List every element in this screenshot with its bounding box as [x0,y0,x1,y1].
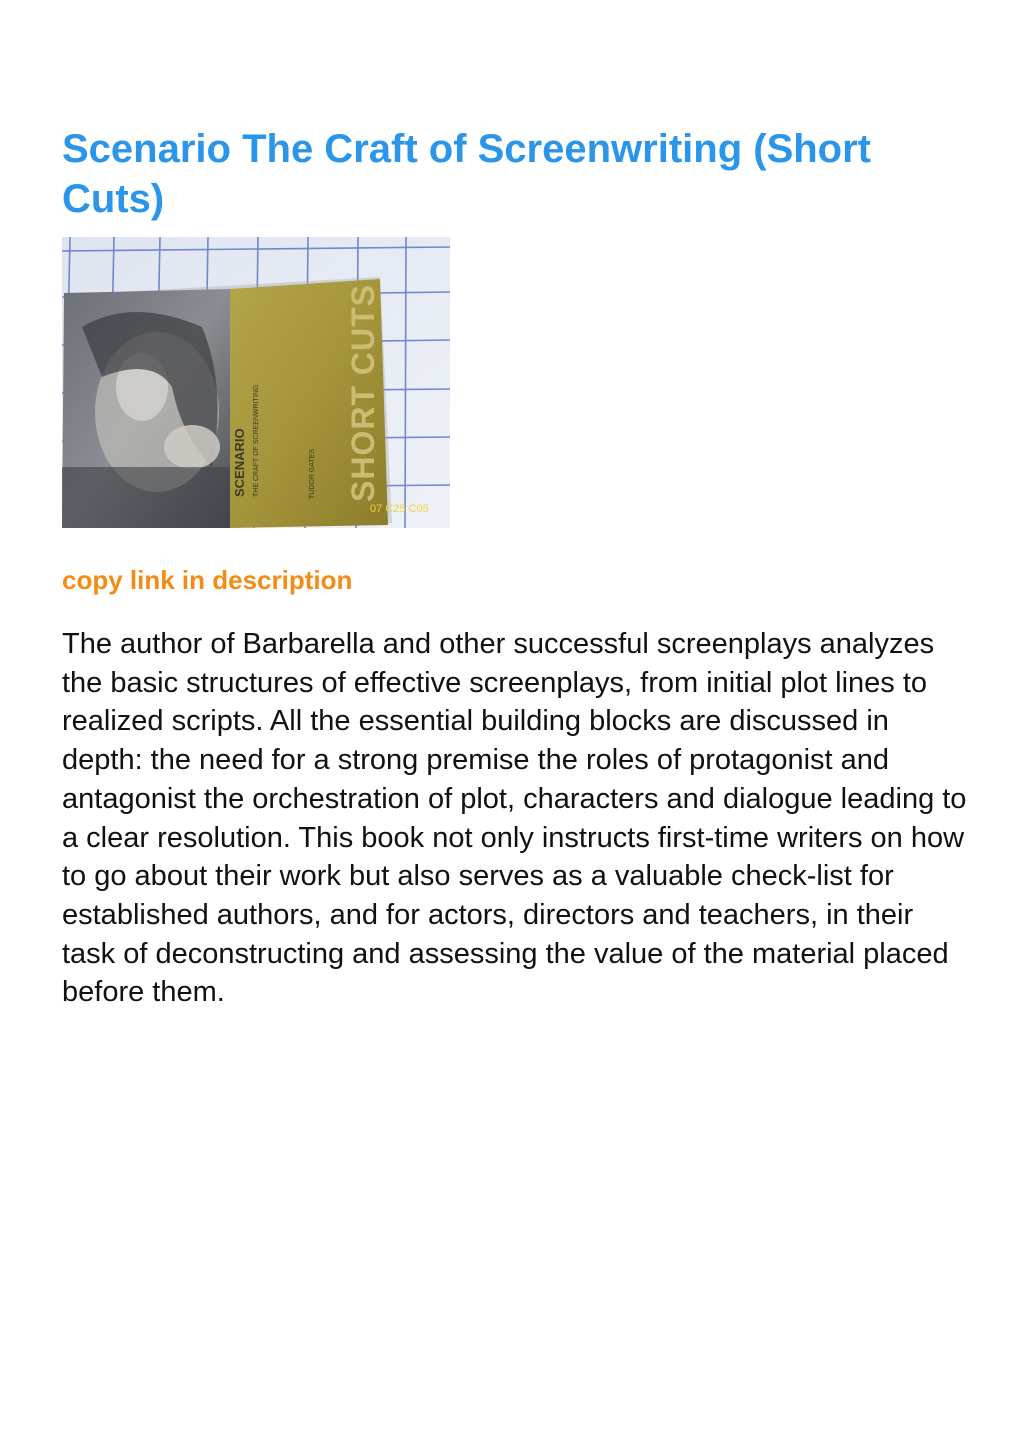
book-cover-photo [62,237,450,528]
cover-title-text: SCENARIO [232,428,247,497]
book-description: The author of Barbarella and other successful screenplays analyzes the basic structures of effective screenplays, from initial plot lines to realized scripts. All the essential building blocks are discussed in depth: the need for a strong premise the roles of protagonist and antagonist the orchestration of plot, characters and dialogue leading to a clear resolution. This book not only instructs first-time writers on how to go about their work but also serves as a valuable check-list for established authors, and for actors, directors and teachers, in their task of deconstructing and assessing the value of the material placed before them. [62,628,967,1009]
copy-link[interactable]: copy link in description [62,565,353,595]
cover-subtitle-text: THE CRAFT OF SCREENWRITING [253,384,260,497]
document-title: Scenario The Craft of Screenwriting (Short Cuts) [62,127,872,221]
cover-author-text: TUDOR GATES [309,448,316,499]
photo-timestamp: 07 C25 C05 [370,503,429,515]
cover-series-text: SHORT CUTS [345,284,381,502]
